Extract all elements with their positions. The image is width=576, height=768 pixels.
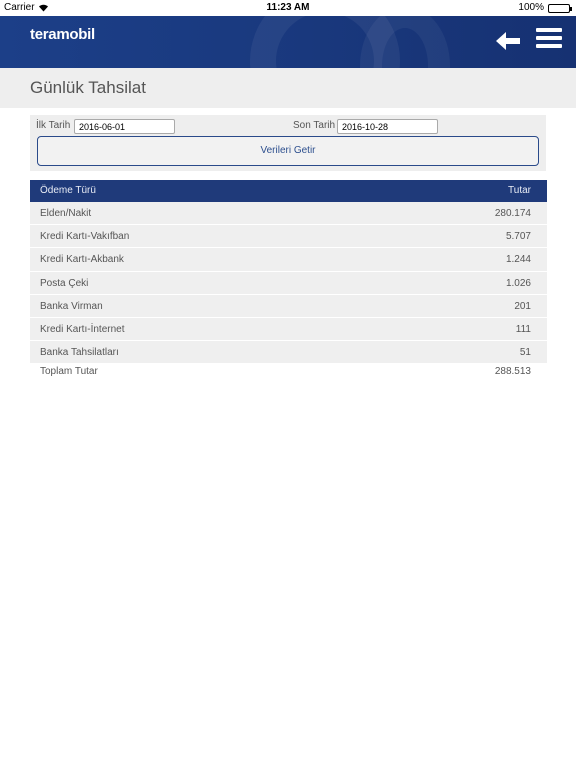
end-date-label: Son Tarih [293, 120, 336, 131]
table-row[interactable] [30, 272, 547, 295]
app-logo: teramobil [30, 26, 95, 43]
date-filter-panel [30, 115, 546, 171]
amount-cell: 280.174 [494, 208, 531, 219]
back-arrow-icon[interactable] [494, 28, 522, 54]
carrier-label: Carrier [4, 2, 35, 13]
total-amount: 288.513 [494, 366, 531, 378]
total-label: Toplam Tutar [40, 366, 98, 378]
amount-cell: 1.244 [505, 254, 531, 266]
table-row[interactable] [30, 202, 547, 225]
collection-table [30, 180, 547, 382]
page-title: Günlük Tahsilat [30, 78, 146, 97]
start-date-label: İlk Tarih [36, 120, 71, 131]
battery-percent: 100% [518, 2, 544, 13]
amount-cell: 201 [514, 300, 531, 312]
amount-cell: 111 [515, 323, 531, 335]
fetch-data-button[interactable]: Verileri Getir [37, 136, 539, 166]
payment-type-cell: Elden/Nakit [40, 208, 92, 219]
payment-type-cell: Kredi Kartı-İnternet [40, 323, 125, 335]
app-header [0, 16, 576, 68]
table-row[interactable] [30, 225, 547, 248]
payment-type-cell: Banka Tahsilatları [40, 347, 119, 359]
table-row[interactable] [30, 318, 547, 341]
payment-type-cell: Posta Çeki [40, 277, 89, 289]
hamburger-menu-icon[interactable] [536, 28, 562, 54]
page-title-bar [0, 68, 576, 108]
payment-type-cell: Kredi Kartı-Akbank [40, 254, 124, 266]
column-header-payment-type: Ödeme Türü [40, 185, 96, 196]
table-row[interactable] [30, 341, 547, 364]
payment-type-cell: Kredi Kartı-Vakıfban [40, 231, 130, 243]
amount-cell: 51 [519, 347, 531, 359]
end-date-input[interactable] [337, 119, 438, 134]
amount-cell: 5.707 [505, 231, 531, 243]
start-date-input[interactable] [74, 119, 175, 134]
amount-cell: 1.026 [505, 277, 531, 289]
header-watermark-secondary [360, 16, 450, 68]
table-row[interactable] [30, 248, 547, 271]
clock: 11:23 AM [266, 2, 310, 13]
total-row [30, 364, 547, 382]
battery-icon [548, 4, 570, 13]
table-header [30, 180, 547, 202]
column-header-amount: Tutar [508, 185, 531, 196]
status-bar [0, 0, 576, 16]
table-row[interactable] [30, 295, 547, 318]
payment-type-cell: Banka Virman [40, 300, 103, 312]
